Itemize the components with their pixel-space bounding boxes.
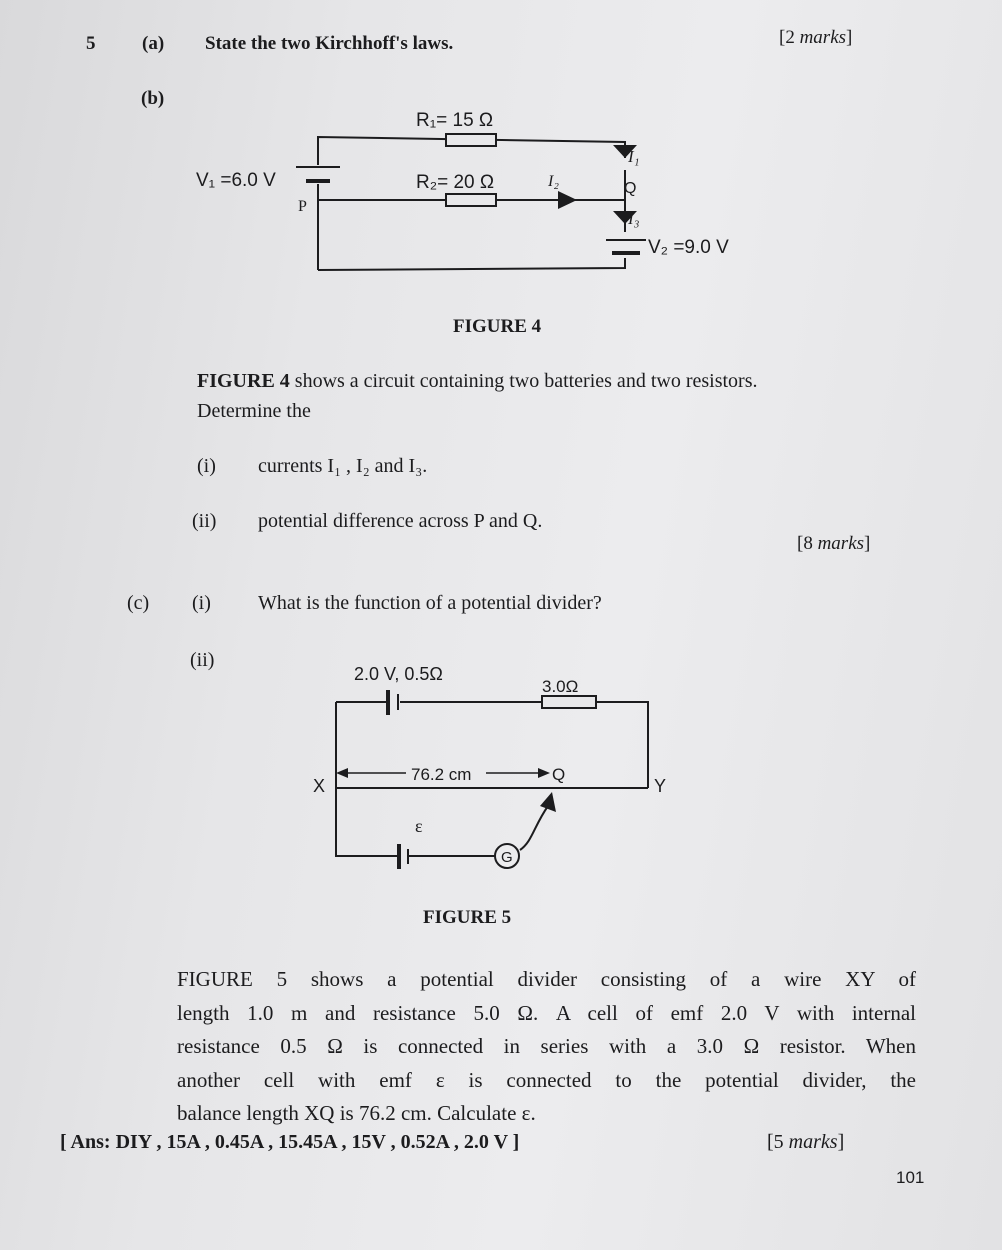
i1-label: I₁ xyxy=(628,147,640,166)
node-p-label: P xyxy=(298,198,307,215)
part-c-i-text: What is the function of a potential divider? xyxy=(258,592,602,614)
emf-label: ε xyxy=(415,816,423,836)
part-c-marks: [5 marks] xyxy=(767,1131,845,1153)
paragraph-line-4: another cell with emf ε is connected to the potential divider, the xyxy=(177,1067,916,1092)
figure-5-caption: FIGURE 5 xyxy=(423,907,512,928)
jockey-wire xyxy=(520,806,548,850)
part-b-marks: [8 marks] xyxy=(797,533,871,554)
answer-line: [ Ans: DIY , 15A , 0.45A , 15.45A , 15V , 0.52A , 2.0 V ] xyxy=(60,1131,520,1153)
figure-4-circuit xyxy=(0,0,1002,300)
part-b-i-text: currents I₁ , I₂ and I₃. xyxy=(258,455,428,477)
galvanometer-label: G xyxy=(501,849,513,866)
figure-5-paragraph xyxy=(177,963,916,1131)
v2-label: V₂ =9.0 V xyxy=(648,237,729,258)
arrowhead-right-icon xyxy=(538,768,550,778)
part-b-ii-label: (ii) xyxy=(192,510,217,532)
i2-label: I₂ xyxy=(548,173,559,190)
part-b-label: (b) xyxy=(141,88,165,109)
part-b-ii-text: potential difference across P and Q. xyxy=(258,510,543,532)
paragraph-line-2: length 1.0 m and resistance 5.0 Ω. A cell of emf 2.0 V with internal xyxy=(177,1000,916,1025)
battery-v2-symbol xyxy=(606,240,646,253)
paragraph-line-1: FIGURE 5 shows a potential divider consisting of a wire XY of xyxy=(177,967,916,991)
node-q-label: Q xyxy=(552,765,566,784)
part-a-text: State the two Kirchhoff's laws. xyxy=(205,33,454,54)
part-c-label: (c) xyxy=(127,592,150,614)
v1-label: V₁ =6.0 V xyxy=(196,170,276,191)
resistor-r1-symbol xyxy=(446,134,496,146)
determine-text: Determine the xyxy=(197,400,311,422)
battery-v1-symbol xyxy=(296,167,340,181)
figure-5-circuit xyxy=(0,620,1002,920)
node-q-label: Q xyxy=(624,180,637,197)
resistor-r2-symbol xyxy=(446,194,496,206)
figure-4-caption: FIGURE 4 xyxy=(453,316,542,337)
jockey-arrow-icon xyxy=(540,792,556,812)
cell-emf-symbol xyxy=(399,844,408,869)
resistor-3ohm-symbol xyxy=(542,696,596,708)
paragraph-line-5: balance length XQ is 76.2 cm. Calculate ε. xyxy=(177,1101,536,1125)
page-number: 101 xyxy=(896,1168,925,1187)
arrow-i2-icon xyxy=(558,191,577,209)
i3-label: I₃ xyxy=(628,209,640,228)
length-label: 76.2 cm xyxy=(411,765,472,784)
cell-label: 2.0 V, 0.5Ω xyxy=(354,664,443,684)
part-a-label: (a) xyxy=(142,33,165,54)
figure-4-intro xyxy=(197,370,757,393)
node-y-label: Y xyxy=(654,776,667,796)
part-b-i-label: (i) xyxy=(197,455,216,477)
left-wire-lower xyxy=(336,788,397,856)
r1-label: R₁= 15 Ω xyxy=(416,110,494,131)
resistor-label: 3.0Ω xyxy=(542,677,579,696)
r2-label: R₂= 20 Ω xyxy=(416,172,495,193)
part-c-ii-label: (ii) xyxy=(190,649,215,671)
figure-4-intro-caption: FIGURE 4 xyxy=(197,370,290,392)
cell-2v-symbol xyxy=(388,690,398,715)
node-x-label: X xyxy=(313,776,326,796)
bottom-wire xyxy=(318,258,625,270)
part-c-i-label: (i) xyxy=(192,592,211,614)
arrowhead-left-icon xyxy=(336,768,348,778)
figure-4-intro-rest: shows a circuit containing two batteries and two resistors. xyxy=(289,370,758,392)
paragraph-line-3: resistance 0.5 Ω is connected in series with a 3.0 Ω resistor. When xyxy=(177,1034,916,1058)
question-number: 5 xyxy=(86,33,96,54)
part-a-marks-text: [2 marks] xyxy=(779,27,853,48)
